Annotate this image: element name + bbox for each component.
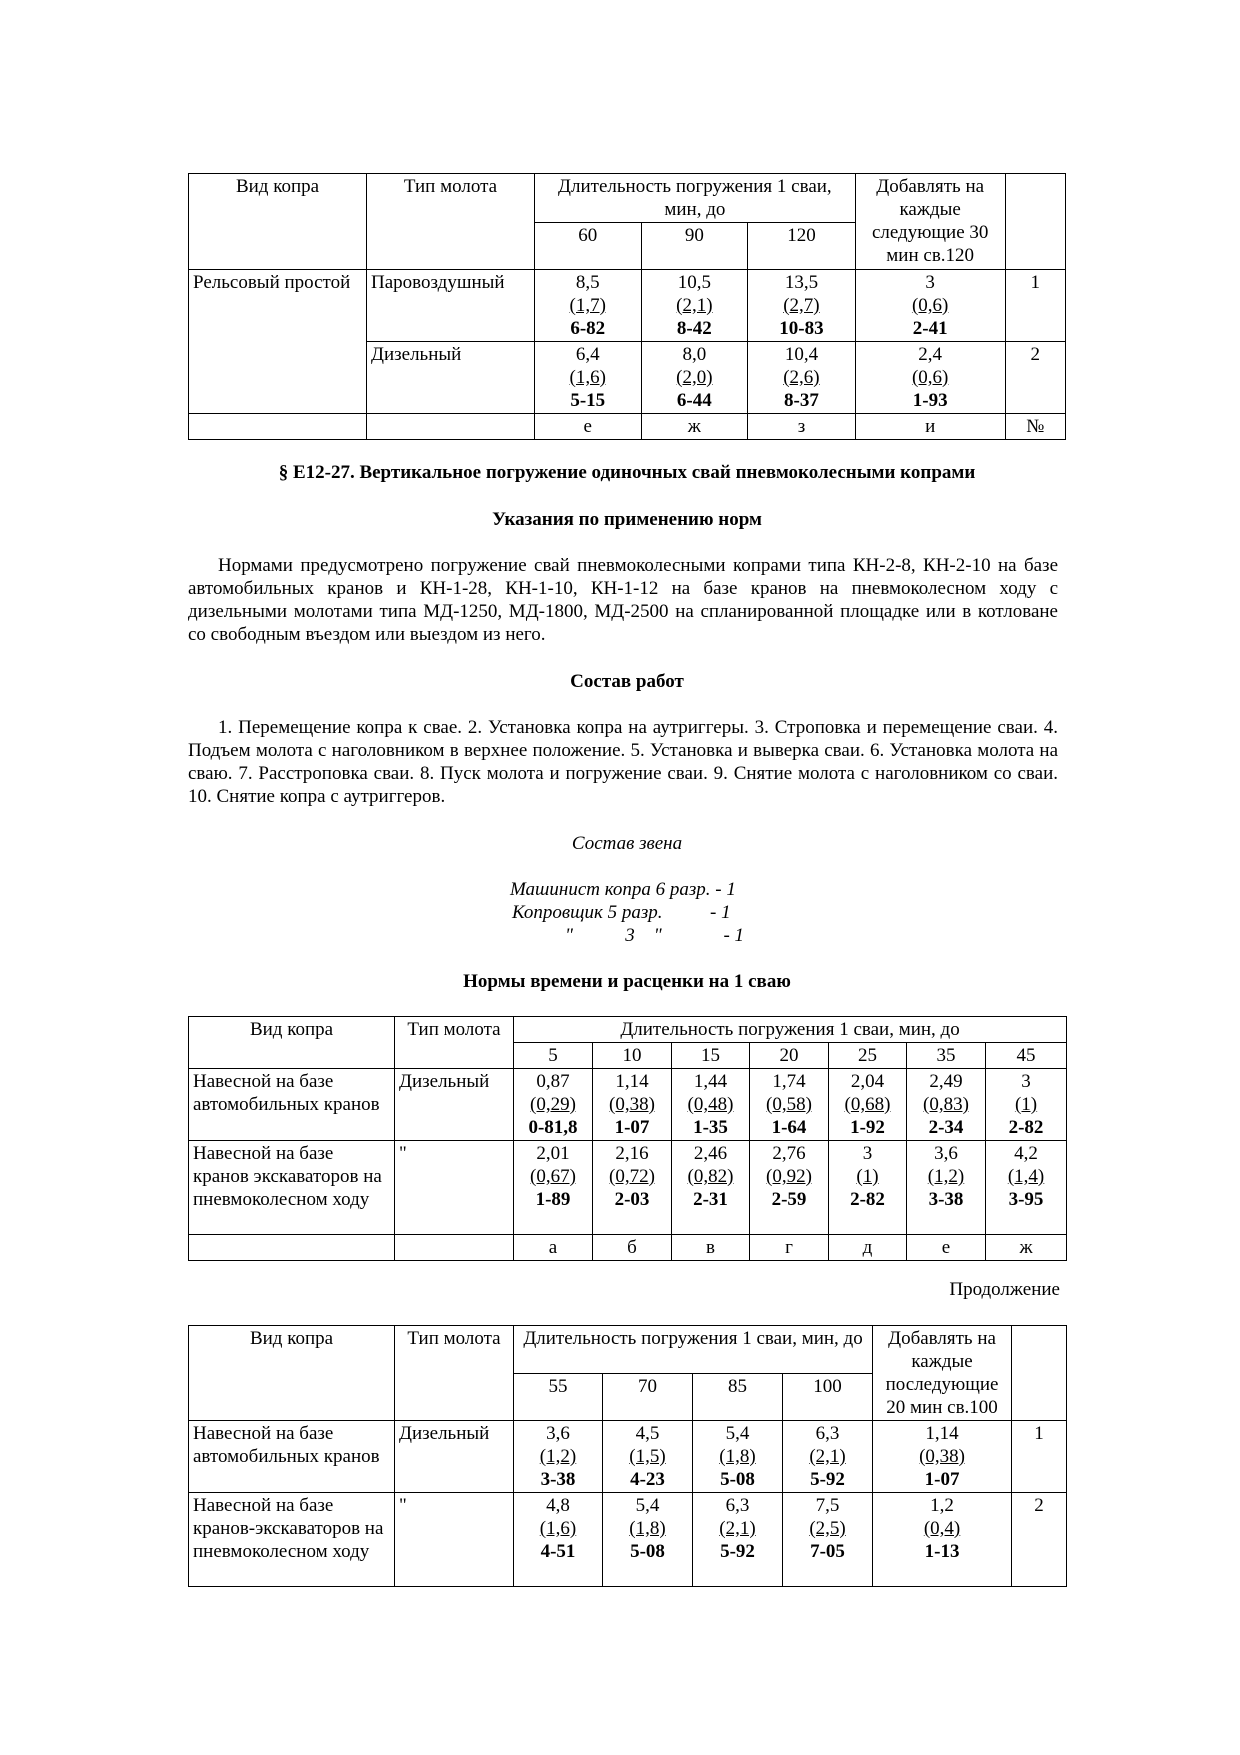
value-cell: 10,5 (2,1) 8-42 [641,270,748,342]
value-cell: 10,4 (2,6) 8-37 [748,342,856,414]
header-sub: 10 [593,1043,672,1069]
header-num [1012,1326,1067,1421]
crew-line: " 3 " - 1 [565,925,745,946]
letter-cell-empty [367,414,535,440]
row-hammer: " [395,1141,514,1235]
section-title: § Е12-27. Вертикальное погружение одиночных свай пневмоколесными копрами [278,462,976,483]
row-hammer: Дизельный [395,1069,514,1141]
header-sub: 25 [829,1043,907,1069]
continuation-label: Продолжение [949,1279,1060,1300]
norms-title: Нормы времени и расценки на 1 сваю [463,971,791,992]
value-cell: 3 (1) 2-82 [829,1141,907,1235]
row-hammer: Дизельный [367,342,535,414]
table-norms-main [188,1016,1067,1261]
value-cell: 3,6 (1,2) 3-38 [907,1141,986,1235]
value-cell: 4,2 (1,4) 3-95 [986,1141,1067,1235]
value-cell: 5,4 (1,8) 5-08 [603,1493,693,1587]
value-cell: 6,4 (1,6) 5-15 [534,342,641,414]
header-add: Добавлять на каждые последующие 20 мин св.100 [873,1326,1012,1421]
header-sub: 5 [514,1043,593,1069]
value-cell: 3,6 (1,2) 3-38 [514,1421,603,1493]
row-kind: Навесной на базе кранов-экскаваторов на пневмоколесном ходу [189,1493,395,1587]
column-letter: № [1005,414,1065,440]
value-cell: 2,01 (0,67) 1-89 [514,1141,593,1235]
header-hammer: Тип молота [395,1017,514,1069]
header-add: Добавлять на каждые следующие 30 мин св.120 [855,174,1005,270]
row-num: 2 [1012,1493,1067,1587]
crew-line: Копровщик 5 разр. - 1 [512,902,731,923]
header-duration: Длительность погружения 1 сваи, мин, до [514,1326,873,1374]
value-cell: 3 (0,6) 2-41 [855,270,1005,342]
row-num: 1 [1005,270,1065,342]
crew-title: Состав звена [571,833,683,854]
header-kind: Вид копра [189,174,367,270]
header-kind: Вид копра [189,1017,395,1069]
row-kind: Навесной на базе автомобильных кранов [189,1069,395,1141]
header-sub: 45 [986,1043,1067,1069]
works-text: 1. Перемещение копра к свае. 2. Установка копра на аутриггеры. 3. Строповка и перемещение сваи. 4. Подъем молота с наголовником в верхнее положение. 5. Установка и выверка сваи. 6. Установка молота на сваю. 7. Расстроповка сваи. 8. Пуск молота и погружение сваи. 9. Снятие молота с наголовником со сваи. 10. Снятие копра с аутриггеров. [188,717,1058,807]
value-cell: 4,5 (1,5) 4-23 [603,1421,693,1493]
row-hammer: " [395,1493,514,1587]
letter-cell-empty [395,1235,514,1261]
value-cell: 2,16 (0,72) 2-03 [593,1141,672,1235]
column-letter: ж [641,414,748,440]
letter-cell-empty [189,1235,395,1261]
value-cell: 1,44 (0,48) 1-35 [672,1069,750,1141]
value-cell: 1,2 (0,4) 1-13 [873,1493,1012,1587]
guide-title: Указания по применению норм [492,509,762,530]
value-cell: 1,74 (0,58) 1-64 [750,1069,829,1141]
header-hammer: Тип молота [395,1326,514,1421]
column-letter: д [829,1235,907,1261]
header-duration: Длительность погружения 1 сваи, мин, до [534,174,855,223]
value-cell: 3 (1) 2-82 [986,1069,1067,1141]
row-num: 2 [1005,342,1065,414]
header-num [1005,174,1065,270]
table-rail-pile-driver [188,173,1066,440]
value-cell: 2,4 (0,6) 1-93 [855,342,1005,414]
row-num: 1 [1012,1421,1067,1493]
header-sub: 60 [534,223,641,270]
column-letter: а [514,1235,593,1261]
header-duration: Длительность погружения 1 сваи, мин, до [514,1017,1067,1043]
header-sub: 120 [748,223,856,270]
value-cell: 7,5 (2,5) 7-05 [783,1493,873,1587]
header-sub: 55 [514,1373,603,1421]
header-sub: 100 [783,1373,873,1421]
guide-text: Нормами предусмотрено погружение свай пневмоколесными копрами типа КН-2-8, КН-2-10 на базе автомобильных кранов и КН-1-28, КН-1-10, КН-1-12 на базе кранов на пневмоколесном ходу с дизельными молотами типа МД-1250, МД-1800, МД-2500 на спланированной площадке или в котловане со свободным въездом или выездом из него. [188,555,1058,645]
value-cell: 2,49 (0,83) 2-34 [907,1069,986,1141]
value-cell: 8,5 (1,7) 6-82 [534,270,641,342]
value-cell: 0,87 (0,29) 0-81,8 [514,1069,593,1141]
column-letter: б [593,1235,672,1261]
column-letter: г [750,1235,829,1261]
value-cell: 2,04 (0,68) 1-92 [829,1069,907,1141]
column-letter: и [855,414,1005,440]
row-kind: Навесной на базе автомобильных кранов [189,1421,395,1493]
value-cell: 13,5 (2,7) 10-83 [748,270,856,342]
value-cell: 6,3 (2,1) 5-92 [783,1421,873,1493]
value-cell: 4,8 (1,6) 4-51 [514,1493,603,1587]
column-letter: в [672,1235,750,1261]
value-cell: 1,14 (0,38) 1-07 [593,1069,672,1141]
row-hammer: Паровоздушный [367,270,535,342]
header-sub: 20 [750,1043,829,1069]
row-hammer: Дизельный [395,1421,514,1493]
header-sub: 70 [603,1373,693,1421]
crew-line: Машинист копра 6 разр. - 1 [510,879,736,900]
value-cell: 2,76 (0,92) 2-59 [750,1141,829,1235]
column-letter: е [907,1235,986,1261]
works-title: Состав работ [570,671,684,692]
row-kind: Навесной на базе кранов экскаваторов на пневмоколесном ходу [189,1141,395,1235]
header-hammer: Тип молота [367,174,535,270]
header-sub: 15 [672,1043,750,1069]
value-cell: 1,14 (0,38) 1-07 [873,1421,1012,1493]
column-letter: з [748,414,856,440]
header-sub: 85 [693,1373,783,1421]
row-kind: Рельсовый простой [189,270,367,414]
column-letter: е [534,414,641,440]
value-cell: 8,0 (2,0) 6-44 [641,342,748,414]
table-norms-continuation [188,1325,1067,1587]
value-cell: 6,3 (2,1) 5-92 [693,1493,783,1587]
letter-cell-empty [189,414,367,440]
header-sub: 90 [641,223,748,270]
header-kind: Вид копра [189,1326,395,1421]
value-cell: 5,4 (1,8) 5-08 [693,1421,783,1493]
header-sub: 35 [907,1043,986,1069]
value-cell: 2,46 (0,82) 2-31 [672,1141,750,1235]
column-letter: ж [986,1235,1067,1261]
